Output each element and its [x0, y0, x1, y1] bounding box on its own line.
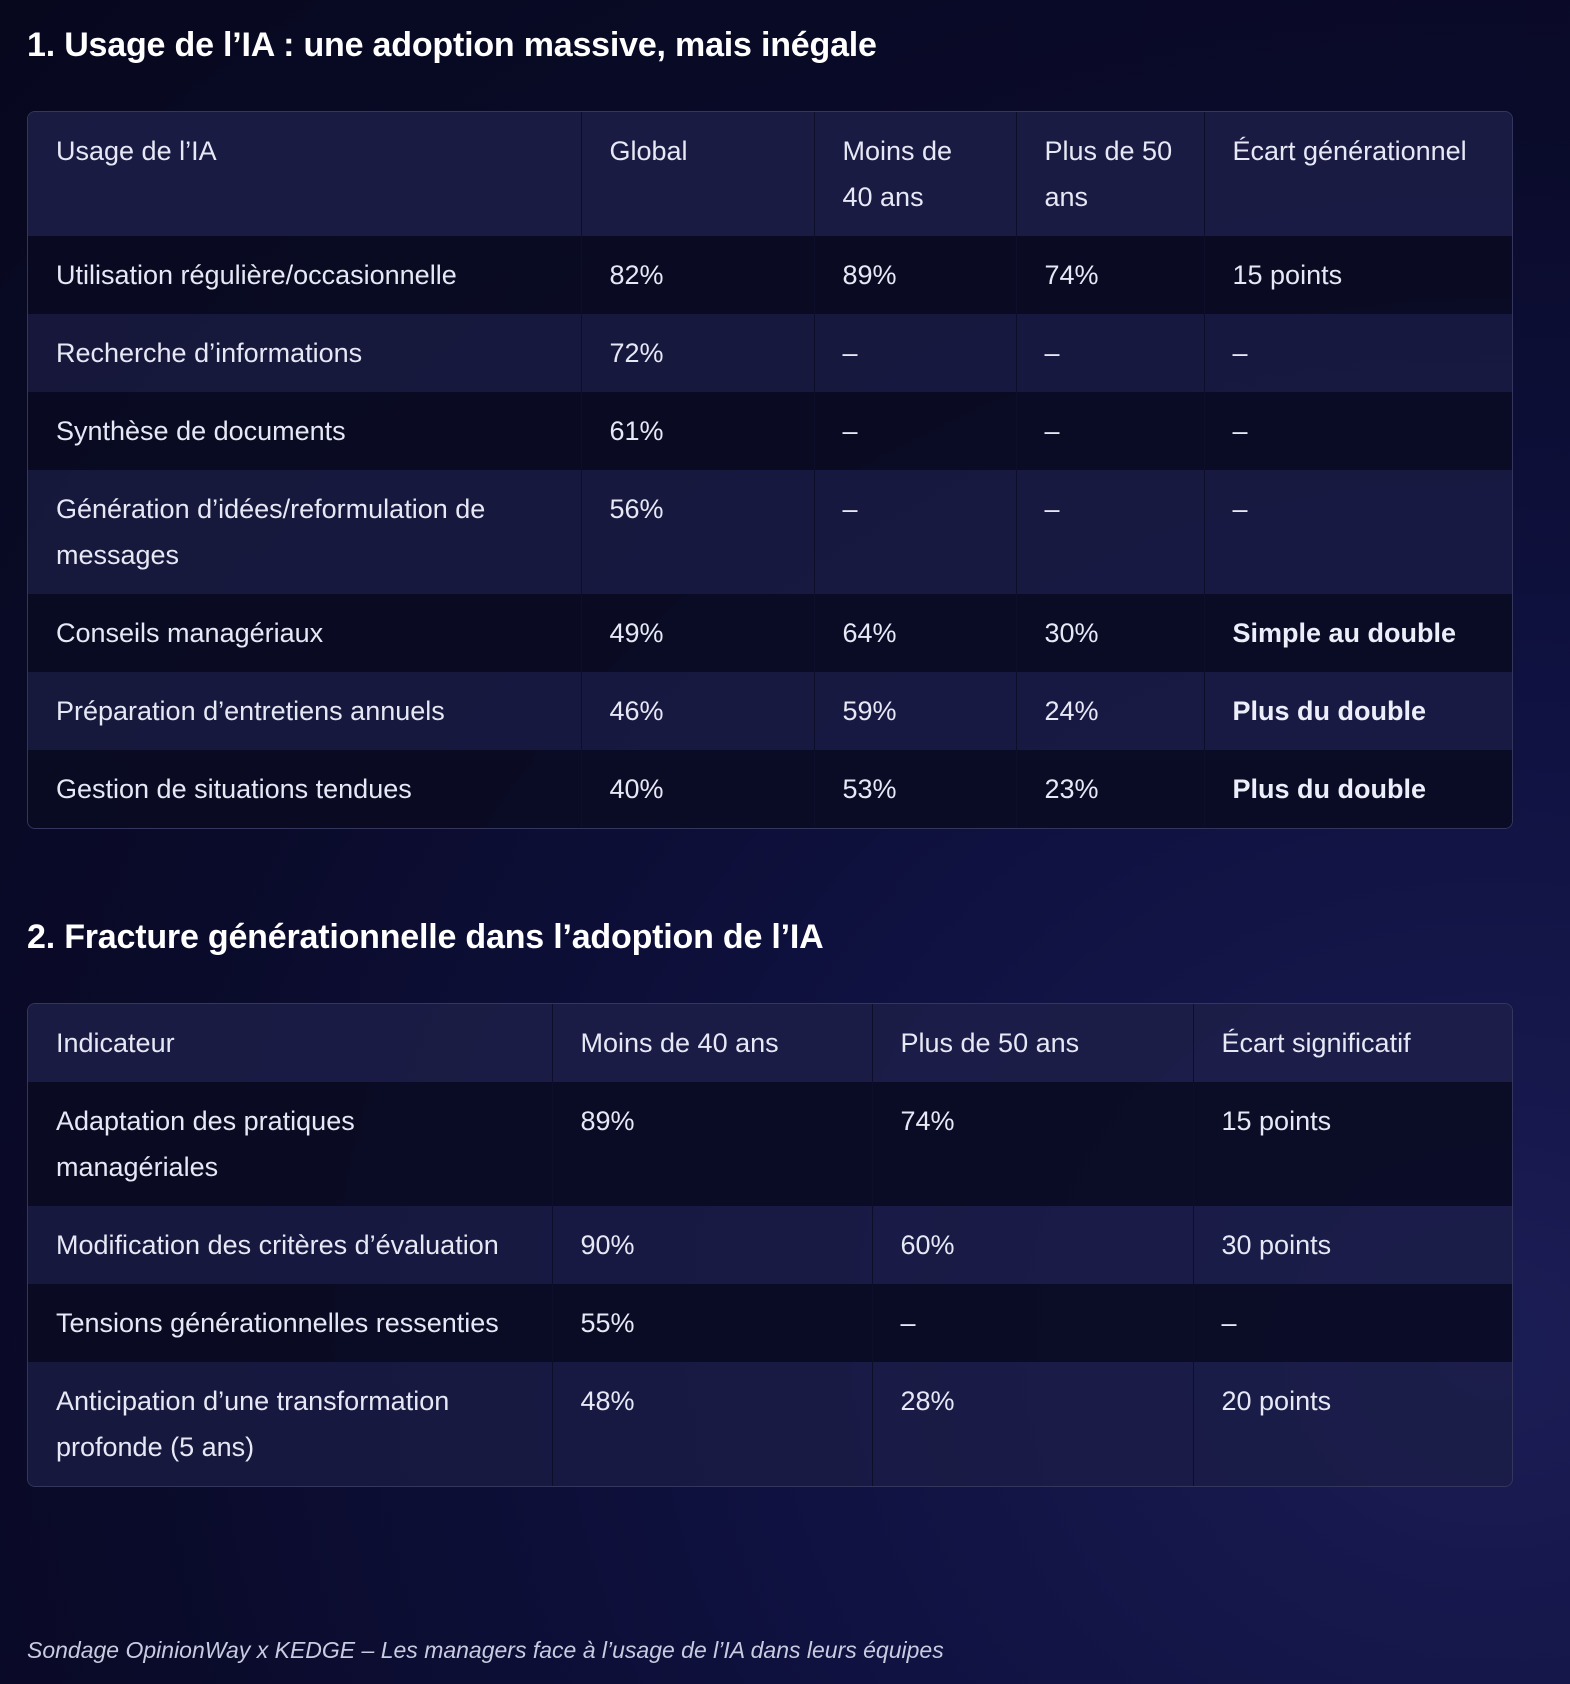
table-cell: – — [814, 392, 1016, 470]
table-cell: 56% — [581, 470, 814, 594]
table-cell-emphasis: Plus du double — [1204, 672, 1512, 750]
generational-gap-table — [28, 1004, 1512, 1486]
table-row — [28, 1082, 1512, 1206]
table-row — [28, 470, 1512, 594]
column-header: Plus de 50 ans — [1016, 112, 1204, 236]
table-cell: 30% — [1016, 594, 1204, 672]
table-cell: 55% — [552, 1284, 872, 1362]
table-header-row — [28, 1004, 1512, 1082]
ai-usage-table — [28, 112, 1512, 828]
table-cell: 90% — [552, 1206, 872, 1284]
table-row — [28, 672, 1512, 750]
table-cell: 49% — [581, 594, 814, 672]
table-cell: – — [1204, 470, 1512, 594]
table-cell: 59% — [814, 672, 1016, 750]
source-caption: Sondage OpinionWay x KEDGE – Les managers face à l’usage de l’IA dans leurs équipes — [27, 1637, 944, 1663]
row-label: Recherche d’informations — [56, 338, 363, 368]
table-row — [28, 1284, 1512, 1362]
table-cell-emphasis: Plus du double — [1204, 750, 1512, 828]
table-cell: – — [814, 314, 1016, 392]
row-label: Conseils managériaux — [56, 618, 324, 648]
table-cell: – — [1204, 314, 1512, 392]
table-row — [28, 236, 1512, 314]
row-label: Adaptation des pratiques managériales — [56, 1106, 355, 1182]
table-cell: 89% — [814, 236, 1016, 314]
column-header: Usage de l’IA — [56, 136, 217, 166]
table-row — [28, 594, 1512, 672]
table-cell: 74% — [1016, 236, 1204, 314]
generational-gap-table-container — [27, 1003, 1513, 1487]
table-cell: 46% — [581, 672, 814, 750]
row-label: Synthèse de documents — [56, 416, 346, 446]
table-cell: 30 points — [1193, 1206, 1512, 1284]
row-label: Modification des critères d’évaluation — [56, 1230, 499, 1260]
table-cell: – — [1016, 470, 1204, 594]
table-cell: 40% — [581, 750, 814, 828]
row-label: Utilisation régulière/occasionnelle — [56, 260, 457, 290]
table-cell: 82% — [581, 236, 814, 314]
table-row — [28, 750, 1512, 828]
section-1-title: 1. Usage de l’IA : une adoption massive, mais inégale — [27, 26, 877, 64]
table-cell: 24% — [1016, 672, 1204, 750]
table-cell-emphasis: Simple au double — [1204, 594, 1512, 672]
column-header: Indicateur — [56, 1028, 175, 1058]
table-cell: 61% — [581, 392, 814, 470]
table-header-row — [28, 112, 1512, 236]
table-cell: 48% — [552, 1362, 872, 1486]
column-header: Moins de 40 ans — [552, 1004, 872, 1082]
table-cell: 72% — [581, 314, 814, 392]
column-header: Moins de 40 ans — [814, 112, 1016, 236]
column-header: Plus de 50 ans — [872, 1004, 1193, 1082]
table-cell: 64% — [814, 594, 1016, 672]
table-row — [28, 1362, 1512, 1486]
table-cell: – — [1193, 1284, 1512, 1362]
section-2-title: 2. Fracture générationnelle dans l’adoption de l’IA — [27, 918, 824, 956]
row-label: Génération d’idées/reformulation de messages — [56, 494, 486, 570]
row-label: Tensions générationnelles ressenties — [56, 1308, 499, 1338]
table-cell: 74% — [872, 1082, 1193, 1206]
table-row — [28, 1206, 1512, 1284]
table-cell: – — [814, 470, 1016, 594]
table-row — [28, 392, 1512, 470]
ai-usage-table-container — [27, 111, 1513, 829]
column-header: Écart générationnel — [1204, 112, 1512, 236]
table-row — [28, 314, 1512, 392]
table-cell: 28% — [872, 1362, 1193, 1486]
table-cell: – — [1016, 314, 1204, 392]
table-cell: – — [1204, 392, 1512, 470]
table-cell: 15 points — [1204, 236, 1512, 314]
table-cell: 89% — [552, 1082, 872, 1206]
row-label: Préparation d’entretiens annuels — [56, 696, 445, 726]
column-header: Global — [581, 112, 814, 236]
row-label: Gestion de situations tendues — [56, 774, 412, 804]
table-cell: 15 points — [1193, 1082, 1512, 1206]
column-header: Écart significatif — [1193, 1004, 1512, 1082]
table-cell: 20 points — [1193, 1362, 1512, 1486]
row-label: Anticipation d’une transformation profonde (5 ans) — [56, 1386, 450, 1462]
table-cell: 53% — [814, 750, 1016, 828]
table-cell: – — [1016, 392, 1204, 470]
table-cell: – — [872, 1284, 1193, 1362]
table-cell: 60% — [872, 1206, 1193, 1284]
table-cell: 23% — [1016, 750, 1204, 828]
